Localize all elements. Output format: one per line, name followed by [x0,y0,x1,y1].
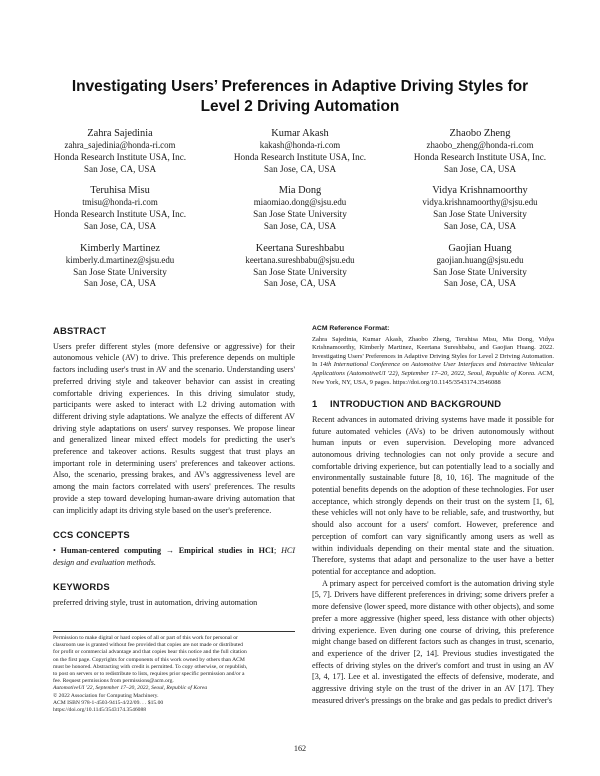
footnote-line: to post on servers or to redistribute to lists, requires prior specific permission and/or a [53,671,245,678]
footnote-isbn: ACM ISBN 978-1-4503-9415-4/22/09. . . $15.00 [53,699,164,706]
ccs-part-2: Empirical studies in HCI [178,545,274,555]
left-column [53,325,295,609]
author-email: kakash@honda-ri.com [259,140,341,150]
author-affiliation: San Jose State University [433,209,527,220]
author-name: Vidya Krishnamoorthy [432,185,528,197]
author-name: Zhaobo Zheng [449,128,511,139]
copyright-footnote [53,631,295,714]
reference-format-text-b: ACM, New York, NY, USA, 9 pages. https://doi.org/10.1145/3543174.3546088 [312,369,554,386]
author-affiliation: San Jose State University [253,209,347,220]
author-block [30,127,210,175]
ccs-part-1: Human-centered computing [60,545,162,555]
intro-paragraph-2: A primary aspect for perceived comfort is the automation driving style [5, 7]. Drivers have different preferences in driving; some drivers prefer a more defensive (lower speed, more distance with other objects), and some prefer a more aggressive (higher speed, less distance with other objects) driving experience. Even during one course of driving, this preference might change based on different factors such as changes in trust, scenario, and experience of the driver [2, 14]. Previous studies investigated the effects of driving styles on the driver's comfort and trust in using an AV [3, 4, 17]. Lee et al. investigated the effects of defensive, moderate, and aggressive driving style on the trust of the driver in an AV [17]. They measured driver's pressings on the brake and gas pedals to predict driver's [312,578,554,705]
author-email: vidya.krishnamoorthy@sjsu.edu [422,197,538,208]
footnote-line: fee. Request permissions from permissions@acm.org. [53,678,174,685]
footnote-line: must be honored. Abstracting with credit is permitted. To copy otherwise, or republish, [53,663,248,670]
author-block [30,184,210,232]
author-block [210,242,390,290]
author-name: Gaojian Huang [448,242,512,254]
author-location: San Jose, CA, USA [263,278,337,289]
author-block [30,242,210,290]
reference-format-heading: ACM Reference Format: [312,325,390,332]
ccs-arrow: → [165,545,174,555]
ccs-part-3: HCI design and evaluation methods. [53,545,296,567]
author-name: Teruhisa Misu [90,185,150,197]
author-location: San Jose, CA, USA [443,278,517,289]
author-location: San Jose, CA, USA [83,163,157,174]
reference-format-text-a: Zahra Sajedinia, Kumar Akash, Zhaobo Zheng, Teruhisa Misu, Mia Dong, Vidya Krishnamoorthy, Kimberly Martinez, Keertana Sureshbabu, and Gaojian Huang. 2022. Investigating Users' Preferences in Adaptive Driving Styles for Level 2 Driving Automation. In [312,335,554,369]
author-block [210,127,390,175]
author-name: Keertana Sureshbabu [255,242,345,254]
introduction-heading [312,398,554,410]
reference-format-venue: 14th International Conference on Automotive User Interfaces and Interactive Vehicular Applications (AutomotiveUI '22), September 17–20, 2022, Seoul, Republic of Korea. [312,361,554,377]
keywords-heading: KEYWORDS [53,581,110,593]
footnote-copyright: © 2022 Association for Computing Machinery. [53,692,159,699]
author-affiliation: San Jose State University [73,266,167,277]
author-email: kimberly.d.martinez@sjsu.edu [65,254,175,265]
ccs-heading: CCS CONCEPTS [53,529,130,541]
author-block [390,127,570,175]
footnote-line: for profit or commercial advantage and that copies bear this notice and the full citation [53,649,247,656]
acm-reference-format [312,325,554,387]
author-email: miaomiao.dong@sjsu.edu [253,197,347,208]
footnote-line: Permission to make digital or hard copies of all or part of this work for personal or [53,635,238,641]
author-email: tmisu@honda-ri.com [82,197,158,208]
author-block [390,184,570,232]
paper-title-line-2: Level 2 Driving Automation [200,98,400,115]
author-affiliation: San Jose State University [433,266,527,277]
author-email: zahra_sajedinia@honda-ri.com [64,140,176,150]
footnote-doi-link[interactable]: https://doi.org/10.1145/3543174.3546088 [53,707,147,714]
author-block [390,242,570,290]
abstract-text: Users prefer different styles (more defensive or aggressive) for their autonomous vehicle (AV) to drive. This preference depends on multiple factors including user's trust in AV and the scenario. Understanding users' preferred driving style and takeover behavior can assist in creating comfortable driving experiences. In this driving simulator study, participants were asked to interact with L2 driving automation with different driving style adaptations. We analyze the effects of different AV driving style adaptations on users' survey responses. We propose linear and generalized linear mixed effect models for predicting the user's preference and takeover actions. Results suggest that trust plays an important role in determining users' preferences and takeover actions. Also, the scenario, pressing brakes, and AV's aggressiveness level are among the main factors correlated with users' preferences. The results provide a step toward developing human-aware driving automation that can implicitly adapt its driving style based on the user's preference. [53,341,295,515]
author-location: San Jose, CA, USA [443,163,517,174]
section-number: 1 [312,398,318,410]
author-name: Zahra Sajedinia [87,128,153,139]
author-name: Kimberly Martinez [80,242,160,254]
author-location: San Jose, CA, USA [83,220,157,231]
paper-title-line-1: Investigating Users’ Preferences in Adaptive Driving Styles for [71,78,529,95]
footnote-conference: AutomotiveUI '22, September 17–20, 2022, Seoul, Republic of Korea [53,685,208,692]
author-email: zhaobo_zheng@honda-ri.com [426,140,534,150]
author-location: San Jose, CA, USA [263,220,337,231]
ccs-concepts [53,545,295,568]
author-location: San Jose, CA, USA [263,163,337,174]
right-column [312,325,554,706]
author-name: Mia Dong [278,185,322,197]
footnote-line: on the first page. Copyrights for components of this work owned by others than ACM [53,656,245,663]
page-number: 162 [293,744,307,753]
keywords-text: preferred driving style, trust in automation, driving automation [53,598,258,608]
author-name: Kumar Akash [271,128,329,139]
ccs-bullet: • [53,545,56,555]
ccs-separator: ; [273,545,277,555]
section-title: INTRODUCTION AND BACKGROUND [330,398,502,410]
author-block [210,184,390,232]
author-affiliation: Honda Research Institute USA, Inc. [413,151,547,162]
author-affiliation: Honda Research Institute USA, Inc. [53,209,187,220]
author-grid [30,127,570,290]
footnote-line: classroom use is granted without fee provided that copies are not made or distributed [53,642,243,649]
author-location: San Jose, CA, USA [83,278,157,289]
abstract-heading: ABSTRACT [53,325,107,336]
author-email: keertana.sureshbabu@sjsu.edu [245,254,355,265]
author-affiliation: San Jose State University [253,266,347,277]
author-email: gaojian.huang@sjsu.edu [436,254,524,265]
paper-title [40,77,560,117]
author-location: San Jose, CA, USA [443,220,517,231]
author-affiliation: Honda Research Institute USA, Inc. [53,151,187,162]
author-affiliation: Honda Research Institute USA, Inc. [233,151,367,162]
intro-paragraph-1: Recent advances in automated driving systems have made it possible for future automated vehicles (AVs) to be driven autonomously without human inputs or even supervision. Developing more advanced autonomous driving technologies can not only provide a secure and comfortable driving experience, but can potentially lead to a socially and environmentally sustainable future [8, 10, 16]. The magnitude of the potential benefits depends on the adoption of these technologies. For user acceptance, which strongly depends on their trust on the system [1, 6], these vehicles will not only have to be reliable, safe, and trustworthy, but should also account for a users' comfort. However, preference and perception of comfort can vary significantly among users as well as within individuals depending on their mental state and the situation. Therefore, systems that adapt and personalize to the user have a better potential for acceptance and adoption. [312,414,554,576]
